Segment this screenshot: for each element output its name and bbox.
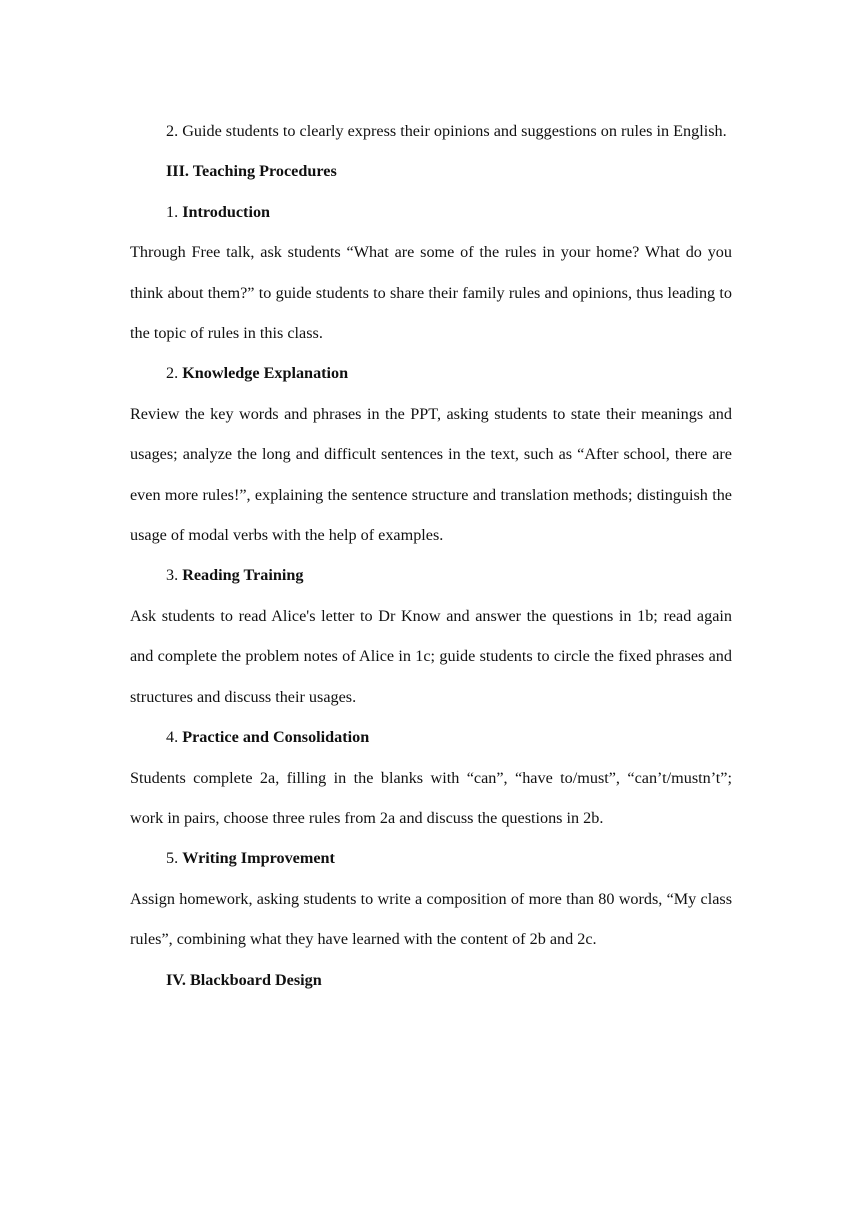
step-2-title: Knowledge Explanation xyxy=(182,364,349,383)
step-2-title-line xyxy=(130,353,732,393)
objective-item-2-number: 2. xyxy=(166,122,179,140)
step-3-body: Ask students to read Alice's letter to Dr Know and answer the questions in 1b; read again and complete the problem notes of Alice in 1c; guide students to circle the fixed phrases and structures and discuss their usages. xyxy=(130,606,732,706)
step-1-title: Introduction xyxy=(182,202,271,221)
section-heading-procedures: III. Teaching Procedures xyxy=(166,162,337,181)
step-2-number: 2. xyxy=(166,364,179,383)
step-2-body: Review the key words and phrases in the PPT, asking students to state their meanings and usages; analyze the long and difficult sentences in the text, such as “After school, there are even more rules!”, explaining the sentence structure and translation methods; distinguish the usage of modal verbs with the help of examples. xyxy=(130,404,732,545)
objective-item-2-text: Guide students to clearly express their opinions and suggestions on rules in English. xyxy=(182,122,727,140)
step-3-number: 3. xyxy=(166,566,179,585)
step-4-title-line xyxy=(130,717,732,757)
step-5-title-line xyxy=(130,838,732,878)
step-4-number: 4. xyxy=(166,728,179,747)
step-5-title: Writing Improvement xyxy=(182,849,335,868)
section-heading-blackboard: IV. Blackboard Design xyxy=(166,970,322,989)
step-5-body: Assign homework, asking students to write a composition of more than 80 words, “My class rules”, combining what they have learned with the content of 2b and 2c. xyxy=(130,889,732,949)
step-4-body: Students complete 2a, filling in the blanks with “can”, “have to/must”, “can’t/mustn’t”; work in pairs, choose three rules from 2a and discuss the questions in 2b. xyxy=(130,768,732,827)
step-1-title-line xyxy=(130,192,732,232)
document-page xyxy=(130,111,732,1000)
step-1-body: Through Free talk, ask students “What are some of the rules in your home? What do you think about them?” to guide students to share their family rules and opinions, thus leading to the topic of rules in this class. xyxy=(130,243,732,343)
step-4-title: Practice and Consolidation xyxy=(182,728,370,747)
step-5-number: 5. xyxy=(166,849,179,868)
objective-item-2 xyxy=(130,111,732,151)
step-1-number: 1. xyxy=(166,202,179,221)
step-3-title-line xyxy=(130,555,732,595)
step-3-title: Reading Training xyxy=(182,566,304,585)
